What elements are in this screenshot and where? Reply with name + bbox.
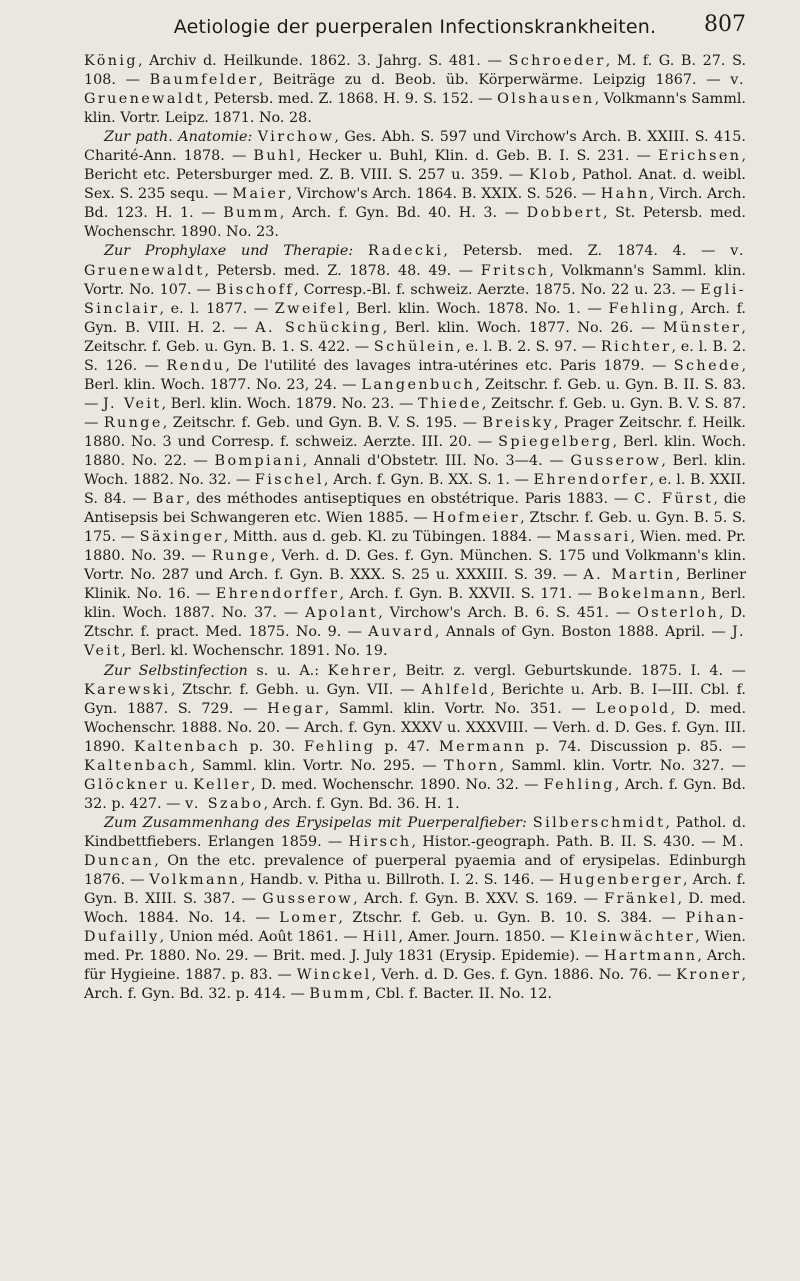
- author-name: J. Veit: [103, 395, 162, 412]
- paragraph-continuation: [84, 52, 746, 128]
- author-name: Richter: [600, 338, 672, 355]
- author-name: Dobbert: [526, 205, 603, 222]
- author-name: Hill: [362, 929, 399, 946]
- citation-text: , Bericht etc. Petersburger med. Z. B. VIII. S. 257 u. 359. —: [84, 148, 746, 184]
- author-name: Schülein: [373, 338, 457, 355]
- author-name: Ehrendorfer: [533, 472, 650, 489]
- author-name: Thiede: [417, 395, 482, 412]
- author-name: Radecki: [367, 243, 444, 260]
- author-name: Bumm: [309, 986, 366, 1003]
- author-name: Mermann: [439, 738, 527, 755]
- author-name: Ehrendorffer: [215, 586, 340, 603]
- author-name: Hartmann: [603, 948, 698, 965]
- citation-text: [353, 243, 368, 259]
- citation-text: , Ztschr. f. Geb. u. Gyn. B. 10. S. 384. —: [338, 910, 686, 927]
- citation-text: , Virchow's Arch. 1864. B. XXIX. S. 526. —: [287, 186, 601, 203]
- page-header: [84, 14, 746, 48]
- citation-text: , D. med. Woch. 1884. No. 14. —: [84, 891, 746, 927]
- citation-text: , Beiträge zu d. Beob. üb. Körperwärme. Leipzig 1867. —: [258, 72, 731, 89]
- citation-text: , Berl. klin. Woch. 1878. No. 1. —: [345, 300, 609, 317]
- citation-text: , Mitth. aus d. geb. Kl. zu Tübingen. 1884. —: [223, 529, 556, 546]
- citation-text: , Petersb. med. Z. 1874. 4. —: [443, 243, 731, 260]
- author-name: Auvard: [368, 624, 435, 641]
- author-name: Buhl: [253, 148, 297, 165]
- author-name: Fritsch: [480, 262, 550, 279]
- citation-text: , Berl. klin. Woch. 1880. No. 22. —: [84, 433, 747, 469]
- citation-text: , des méthodes antiseptiques en obstétrique. Paris 1883. —: [185, 491, 635, 508]
- author-name: Kroner: [676, 967, 742, 984]
- author-name: Gusserow: [262, 891, 354, 908]
- citation-text: , Berl. klin. Woch. 1877. No. 26. —: [382, 319, 663, 336]
- author-name: Bumm: [223, 205, 280, 222]
- page-number: 807: [704, 12, 746, 37]
- author-name: Spiegelberg: [498, 433, 613, 450]
- author-name: Runge: [211, 548, 271, 565]
- author-name: Pihan-Dufailly: [84, 910, 747, 946]
- author-name: Hofmeier: [432, 510, 521, 527]
- author-name: Runge: [103, 414, 163, 431]
- citation-text: , die Antisepsis bei Schwangeren etc. Wien 1885. —: [84, 491, 746, 527]
- citation-text: , Virchow's Arch. B. 6. S. 451. —: [378, 605, 638, 622]
- citation-text: , D. med. Wochenschr. 1888. No. 20. — Arch. f. Gyn. XXXV u. XXXVIII. — Verh. d. D. Ges. f. Gyn. III. 1890.: [84, 700, 747, 755]
- citation-text: , Petersb. med. Z. 1878. 48. 49. —: [204, 262, 481, 279]
- citation-text: s. u. A.:: [247, 662, 328, 679]
- citation-text: , Union méd. Août 1861. —: [159, 929, 363, 946]
- section-heading: Zur path. Anatomie:: [104, 129, 253, 146]
- author-name: Keller: [193, 776, 252, 793]
- author-name: Kaltenbach: [134, 738, 241, 755]
- author-name: v. Gruenewaldt: [84, 243, 746, 279]
- citation-text: , Wien. med. Pr. 1880. No. 29. — Brit. med. J. July 1831 (Erysip. Epidemie). —: [84, 929, 746, 965]
- author-name: Leopold: [595, 700, 671, 717]
- citation-text: , Berichte u. Arb. B. I—III. Cbl. f. Gyn. 1887. S. 729. —: [84, 681, 746, 717]
- author-name: Bischoff: [215, 281, 295, 298]
- paragraph-prophylaxe: [84, 242, 746, 661]
- author-name: Hegar: [267, 700, 325, 717]
- citation-text: , D. med. Wochenschr. 1890. No. 32. —: [251, 776, 544, 793]
- citation-text: , Verh. d. D. Ges. f. Gyn. 1886. No. 76. —: [371, 967, 677, 984]
- author-name: Hugenberger: [558, 872, 684, 889]
- citation-text: , Petersb. med. Z. 1868. H. 9. S. 152. —: [204, 91, 498, 108]
- citation-text: , Pathol. Anat. d. weibl. Sex. S. 235 sequ. —: [84, 167, 746, 203]
- running-title: Aetiologie der puerperalen Infectionskrankheiten.: [173, 16, 657, 38]
- citation-text: , Hecker u. Buhl, Klin. d. Geb. B. I. S. 231. —: [296, 148, 658, 165]
- author-name: Zweifel: [274, 300, 346, 317]
- citation-text: , Annali d'Obstetr. III. No. 3—4. —: [302, 452, 571, 469]
- citation-text: , e. l. B. 2. S. 97. —: [456, 338, 601, 355]
- author-name: Fehling: [304, 738, 376, 755]
- paragraph-erysipelas: [84, 814, 746, 1004]
- section-heading: Zur Prophylaxe und Therapie:: [104, 243, 354, 260]
- section-heading: Zur Selbstinfection: [104, 662, 248, 679]
- author-name: Schede: [673, 357, 742, 374]
- citation-text: , St. Petersb. med. Wochenschr. 1890. No. 23.: [84, 205, 746, 241]
- author-name: Säxinger: [139, 529, 224, 546]
- author-name: Breisky: [482, 414, 554, 431]
- author-name: Fischel: [254, 472, 324, 489]
- author-name: Volkmann: [149, 872, 241, 889]
- citation-text: , Volkmann's Samml. klin. Vortr. No. 107. —: [84, 262, 746, 298]
- citation-text: , Arch. f. Gyn. B. XX. S. 1. —: [323, 472, 534, 489]
- author-name: Bar: [152, 491, 186, 508]
- author-name: Fehling: [543, 776, 615, 793]
- citation-text: , Arch. f. Gyn. Bd. 32. p. 427. —: [84, 776, 746, 812]
- citation-text: , Wien. med. Pr. 1880. No. 39. —: [84, 529, 746, 565]
- citation-text: , Prager Zeitschr. f. Heilk. 1880. No. 3 und Corresp. f. schweiz. Aerzte. III. 20. —: [84, 414, 746, 450]
- author-name: Lomer: [279, 910, 339, 927]
- author-name: Glöckner: [84, 776, 170, 793]
- citation-text: , Arch. f. Gyn. Bd. 32. p. 414. —: [84, 967, 747, 1003]
- author-name: Olshausen: [497, 91, 595, 108]
- author-name: Kleinwächter: [569, 929, 696, 946]
- citation-text: , e. l. B. 2. S. 126. —: [84, 338, 747, 374]
- author-name: Bompiani: [214, 452, 303, 469]
- citation-text: , Beitr. z. vergl. Geburtskunde. 1875. I. 4. —: [392, 662, 746, 679]
- author-name: J. Veit: [84, 624, 746, 660]
- citation-text: , Berl. klin. Woch. 1887. No. 37. —: [84, 586, 746, 622]
- author-name: Maier: [232, 186, 288, 203]
- citation-text: , Ges. Abh. S. 597 und Virchow's Arch. B. XXIII. S. 415. Charité-Ann. 1878. —: [84, 129, 746, 165]
- author-name: Kaltenbach: [84, 757, 191, 774]
- citation-text: , Berl. klin. Woch. 1879. No. 23. —: [161, 395, 418, 412]
- citation-text: , Zeitschr. f. Geb. u. Gyn. B. 1. S. 422. —: [84, 319, 746, 355]
- citation-text: , e. l. 1877. —: [159, 300, 275, 317]
- citation-text: p. 74. Discussion p. 85. —: [526, 738, 747, 755]
- citation-text: , Amer. Journ. 1850. —: [398, 929, 570, 946]
- citation-text: , M. f. G. B. 27. S. 108. —: [84, 53, 747, 89]
- paragraph-path-anatomie: [84, 128, 746, 242]
- author-name: A. Martin: [583, 567, 676, 584]
- author-name: Ahlfeld: [421, 681, 491, 698]
- section-heading: Zum Zusammenhang des Erysipelas mit Puerperalfieber:: [104, 814, 527, 831]
- paragraph-selbstinfection: [84, 662, 746, 814]
- author-name: Hahn: [600, 186, 650, 203]
- citation-text: , Arch. f. Gyn. B. XXV. S. 169. —: [353, 891, 605, 908]
- author-name: Bokelmann: [597, 586, 701, 603]
- citation-text: , On the etc. prevalence of puerperal pyaemia and of erysipelas. Edinburgh 1876. —: [84, 852, 746, 889]
- citation-text: , Verh. d. D. Ges. f. Gyn. München. S. 175 und Volkmann's klin. Vortr. No. 287 und Arch. f. Gyn. B. XXX. S. 25 u. XXXIII. S. 39. —: [84, 548, 747, 584]
- citation-text: , Arch. f. Gyn. B. XIII. S. 387. —: [84, 872, 746, 908]
- citation-text: p. 30.: [240, 738, 305, 755]
- author-name: Karewski: [84, 681, 171, 698]
- author-name: Virchow: [257, 129, 335, 146]
- citation-text: , Zeitschr. f. Geb. und Gyn. B. V. S. 195. —: [162, 414, 483, 431]
- author-name: Osterloh: [637, 605, 719, 622]
- author-name: A. Schücking: [255, 319, 383, 336]
- author-name: Kehrer: [327, 662, 393, 679]
- citation-text: , Histor.-geograph. Path. B. II. S. 430. —: [411, 833, 722, 850]
- citation-text: , Zeitschr. f. Geb. u. Gyn. B. V. S. 87. —: [84, 395, 746, 431]
- citation-text: , Berl. klin. Woch. 1877. No. 23, 24. —: [84, 357, 746, 393]
- author-name: Winckel: [296, 967, 372, 984]
- author-name: Fränkel: [604, 891, 678, 908]
- author-name: Hirsch: [348, 833, 412, 850]
- citation-text: , Archiv d. Heilkunde. 1862. 3. Jahrg. S. 481. —: [137, 53, 509, 69]
- author-name: v. Szabo: [185, 795, 264, 812]
- citation-text: , Virch. Arch. Bd. 123. H. 1. —: [84, 186, 747, 222]
- citation-text: , Samml. klin. Vortr. No. 327. —: [499, 757, 746, 774]
- author-name: Schroeder: [508, 53, 606, 69]
- citation-text: , Samml. klin. Vortr. No. 295. —: [190, 757, 445, 774]
- bibliography-body: [84, 52, 746, 1004]
- citation-text: , De l'utilité des lavages intra-utérines etc. Paris 1879. —: [225, 357, 674, 374]
- author-name: Egli-Sinclair: [84, 281, 746, 317]
- citation-text: , Zeitschr. f. Geb. u. Gyn. B. II. S. 83. —: [84, 376, 746, 412]
- citation-text: , Berliner Klinik. No. 16. —: [84, 567, 747, 603]
- citation-text: , Samml. klin. Vortr. No. 351. —: [324, 700, 596, 717]
- citation-text: , Arch. f. Gyn. Bd. 40. H. 3. —: [279, 205, 527, 222]
- author-name: Münster: [662, 319, 742, 336]
- author-name: Silberschmidt: [532, 814, 666, 831]
- author-name: Gusserow: [570, 452, 662, 469]
- citation-text: , Berl. klin. Woch. 1882. No. 32. —: [84, 452, 746, 489]
- citation-text: , Ztschr. f. Geb. u. Gyn. B. 5. S. 175. —: [84, 510, 746, 546]
- citation-text: , Volkmann's Samml. klin. Vortr. Leipz. 1871. No. 28.: [84, 91, 746, 127]
- citation-text: , Arch. für Hygieine. 1887. p. 83. —: [84, 948, 746, 984]
- citation-text: , Pathol. d. Kindbettfiebers. Erlangen 1859. —: [84, 814, 747, 850]
- citation-text: , Handb. v. Pitha u. Billroth. I. 2. S. 146. —: [240, 872, 559, 889]
- author-name: König: [84, 53, 138, 69]
- author-name: Erichsen: [657, 148, 742, 165]
- citation-text: , Ztschr. f. Gebh. u. Gyn. VII. —: [170, 681, 422, 698]
- author-name: Thorn: [444, 757, 500, 774]
- citation-text: u.: [169, 776, 194, 793]
- author-name: Apolant: [305, 605, 379, 622]
- citation-text: p. 47.: [375, 738, 440, 755]
- citation-text: , Corresp.-Bl. f. schweiz. Aerzte. 1875. No. 22 u. 23. —: [294, 281, 701, 298]
- citation-text: , Annals of Gyn. Boston 1888. April. —: [434, 624, 732, 641]
- author-name: Klob: [528, 167, 572, 184]
- citation-text: , Arch. f. Gyn. B. VIII. H. 2. —: [84, 300, 746, 336]
- author-name: C. Fürst: [634, 491, 714, 508]
- author-name: Baumfelder: [149, 72, 259, 89]
- author-name: Fehling: [608, 300, 680, 317]
- citation-text: , Arch. f. Gyn. Bd. 36. H. 1.: [263, 795, 460, 812]
- citation-text: , Arch. f. Gyn. B. XXVII. S. 171. —: [339, 586, 598, 603]
- citation-text: , Berl. kl. Wochenschr. 1891. No. 19.: [121, 643, 388, 660]
- author-name: Langenbuch: [361, 376, 476, 393]
- citation-text: , D. Ztschr. f. pract. Med. 1875. No. 9. —: [84, 605, 747, 641]
- author-name: v. Gruenewaldt: [84, 72, 746, 108]
- author-name: M. Duncan: [84, 833, 746, 869]
- author-name: Rendu: [166, 357, 226, 374]
- author-name: Massari: [555, 529, 631, 546]
- citation-text: , e. l. B. XXII. S. 84. —: [84, 472, 746, 508]
- citation-text: , Cbl. f. Bacter. II. No. 12.: [365, 986, 552, 1003]
